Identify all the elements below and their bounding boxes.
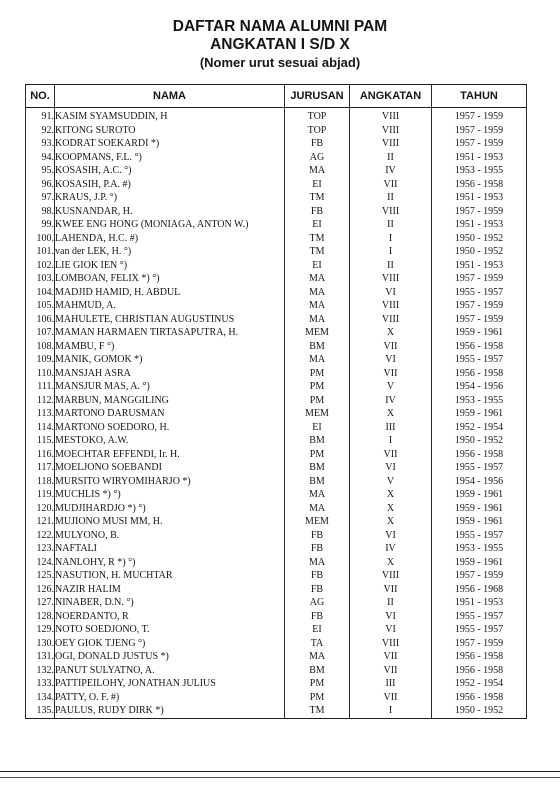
cell-no: 124. (26, 556, 55, 570)
cell-nama: NAFTALI (55, 542, 285, 556)
cell-jurusan: MA (285, 488, 350, 502)
document-subtitle: (Nomer urut sesuai abjad) (199, 55, 361, 70)
cell-jurusan: FB (285, 542, 350, 556)
cell-tahun: 1957 - 1959 (432, 637, 527, 651)
cell-nama: NAZIR HALIM (55, 583, 285, 597)
cell-tahun: 1955 - 1957 (432, 610, 527, 624)
cell-angkatan: VII (350, 583, 432, 597)
cell-nama: KWEE ENG HONG (MONIAGA, ANTON W.) (55, 218, 285, 232)
cell-angkatan: VI (350, 461, 432, 475)
cell-tahun: 1952 - 1954 (432, 421, 527, 435)
cell-nama: van der LEK, H. °) (55, 245, 285, 259)
cell-tahun: 1951 - 1953 (432, 218, 527, 232)
table-row (26, 137, 527, 151)
cell-angkatan: I (350, 245, 432, 259)
cell-no: 121. (26, 515, 55, 529)
cell-nama: OEY GIOK TJENG °) (55, 637, 285, 651)
cell-tahun: 1959 - 1961 (432, 326, 527, 340)
cell-jurusan: MA (285, 353, 350, 367)
table-row (26, 218, 527, 232)
cell-angkatan: X (350, 515, 432, 529)
cell-tahun: 1950 - 1952 (432, 232, 527, 246)
table-row (26, 191, 527, 205)
cell-nama: MARTONO DARUSMAN (55, 407, 285, 421)
cell-jurusan: MA (285, 164, 350, 178)
cell-no: 100. (26, 232, 55, 246)
cell-tahun: 1956 - 1958 (432, 367, 527, 381)
cell-nama: MESTOKO, A.W. (55, 434, 285, 448)
cell-angkatan: X (350, 407, 432, 421)
cell-nama: MAMBU, F °) (55, 340, 285, 354)
document-title: DAFTAR NAMA ALUMNI PAM (172, 18, 388, 35)
table-row (26, 448, 527, 462)
cell-angkatan: VI (350, 286, 432, 300)
cell-angkatan: VIII (350, 299, 432, 313)
cell-angkatan: VI (350, 353, 432, 367)
cell-no: 112. (26, 394, 55, 408)
cell-angkatan: X (350, 488, 432, 502)
table-row (26, 637, 527, 651)
cell-jurusan: EI (285, 421, 350, 435)
cell-nama: KRAUS, J.P. °) (55, 191, 285, 205)
cell-tahun: 1950 - 1952 (432, 245, 527, 259)
cell-angkatan: II (350, 151, 432, 165)
cell-no: 128. (26, 610, 55, 624)
cell-nama: MARTONO SOEDORO, H. (55, 421, 285, 435)
cell-no: 104. (26, 286, 55, 300)
table-row (26, 502, 527, 516)
cell-no: 119. (26, 488, 55, 502)
table-row (26, 108, 527, 124)
cell-jurusan: FB (285, 137, 350, 151)
table-row (26, 704, 527, 718)
cell-no: 111. (26, 380, 55, 394)
cell-nama: MUDJIHARDJO *) °) (55, 502, 285, 516)
cell-angkatan: VIII (350, 205, 432, 219)
cell-jurusan: FB (285, 529, 350, 543)
cell-nama: PAULUS, RUDY DIRK *) (55, 704, 285, 718)
cell-no: 115. (26, 434, 55, 448)
cell-jurusan: MA (285, 286, 350, 300)
footer-rule-thin (0, 777, 560, 778)
cell-angkatan: VI (350, 610, 432, 624)
cell-angkatan: II (350, 259, 432, 273)
cell-no: 113. (26, 407, 55, 421)
cell-no: 116. (26, 448, 55, 462)
cell-angkatan: III (350, 421, 432, 435)
column-header-nama: NAMA (55, 85, 285, 108)
cell-tahun: 1957 - 1959 (432, 272, 527, 286)
cell-jurusan: MA (285, 299, 350, 313)
cell-angkatan: VIII (350, 313, 432, 327)
cell-nama: MAHMUD, A. (55, 299, 285, 313)
cell-no: 105. (26, 299, 55, 313)
table-row (26, 205, 527, 219)
cell-no: 133. (26, 677, 55, 691)
cell-no: 92. (26, 124, 55, 138)
cell-jurusan: FB (285, 583, 350, 597)
cell-tahun: 1957 - 1959 (432, 124, 527, 138)
cell-jurusan: BM (285, 340, 350, 354)
cell-no: 114. (26, 421, 55, 435)
cell-tahun: 1957 - 1959 (432, 569, 527, 583)
cell-nama: MAHULETE, CHRISTIAN AUGUSTINUS (55, 313, 285, 327)
cell-no: 110. (26, 367, 55, 381)
cell-no: 103. (26, 272, 55, 286)
cell-nama: KOSASIH, A.C. °) (55, 164, 285, 178)
cell-no: 129. (26, 623, 55, 637)
cell-no: 122. (26, 529, 55, 543)
cell-tahun: 1957 - 1959 (432, 299, 527, 313)
cell-tahun: 1950 - 1952 (432, 434, 527, 448)
cell-tahun: 1953 - 1955 (432, 542, 527, 556)
cell-tahun: 1956 - 1958 (432, 448, 527, 462)
cell-angkatan: VIII (350, 124, 432, 138)
cell-angkatan: X (350, 502, 432, 516)
cell-nama: MULYONO, B. (55, 529, 285, 543)
cell-angkatan: VII (350, 664, 432, 678)
cell-jurusan: TOP (285, 124, 350, 138)
cell-no: 135. (26, 704, 55, 718)
cell-jurusan: AG (285, 151, 350, 165)
table-row (26, 623, 527, 637)
column-header-tahun: TAHUN (432, 85, 527, 108)
cell-no: 109. (26, 353, 55, 367)
cell-no: 123. (26, 542, 55, 556)
cell-jurusan: BM (285, 475, 350, 489)
cell-nama: KOOPMANS, F.L. °) (55, 151, 285, 165)
cell-tahun: 1955 - 1957 (432, 353, 527, 367)
cell-no: 118. (26, 475, 55, 489)
cell-nama: PATTY, O. F. #) (55, 691, 285, 705)
cell-angkatan: II (350, 596, 432, 610)
cell-tahun: 1956 - 1958 (432, 691, 527, 705)
table-row (26, 529, 527, 543)
cell-jurusan: PM (285, 448, 350, 462)
cell-nama: LOMBOAN, FELIX *) °) (55, 272, 285, 286)
cell-nama: OGI, DONALD JUSTUS *) (55, 650, 285, 664)
cell-tahun: 1955 - 1957 (432, 623, 527, 637)
cell-angkatan: VIII (350, 272, 432, 286)
table-row (26, 299, 527, 313)
cell-no: 101. (26, 245, 55, 259)
cell-tahun: 1957 - 1959 (432, 137, 527, 151)
table-row (26, 313, 527, 327)
cell-angkatan: VII (350, 448, 432, 462)
cell-no: 134. (26, 691, 55, 705)
cell-nama: NANLOHY, R *) °) (55, 556, 285, 570)
table-row (26, 650, 527, 664)
column-header-angkatan: ANGKATAN (350, 85, 432, 108)
table-row (26, 610, 527, 624)
cell-angkatan: IV (350, 542, 432, 556)
cell-jurusan: MA (285, 556, 350, 570)
cell-angkatan: VII (350, 691, 432, 705)
cell-nama: KODRAT SOEKARDI *) (55, 137, 285, 151)
cell-jurusan: TM (285, 245, 350, 259)
cell-tahun: 1952 - 1954 (432, 677, 527, 691)
table-body (26, 108, 527, 719)
cell-tahun: 1951 - 1953 (432, 191, 527, 205)
cell-tahun: 1957 - 1959 (432, 108, 527, 124)
cell-nama: MOELJONO SOEBANDI (55, 461, 285, 475)
cell-angkatan: VIII (350, 637, 432, 651)
cell-jurusan: EI (285, 178, 350, 192)
table-header-row (26, 85, 527, 108)
cell-jurusan: EI (285, 218, 350, 232)
cell-angkatan: I (350, 232, 432, 246)
table-row (26, 475, 527, 489)
cell-no: 125. (26, 569, 55, 583)
cell-jurusan: PM (285, 691, 350, 705)
cell-tahun: 1956 - 1958 (432, 664, 527, 678)
cell-tahun: 1951 - 1953 (432, 259, 527, 273)
cell-angkatan: I (350, 434, 432, 448)
cell-jurusan: BM (285, 434, 350, 448)
cell-no: 94. (26, 151, 55, 165)
table-row (26, 245, 527, 259)
cell-angkatan: VI (350, 623, 432, 637)
cell-nama: MOECHTAR EFFENDI, Ir. H. (55, 448, 285, 462)
table-row (26, 569, 527, 583)
cell-angkatan: VII (350, 178, 432, 192)
cell-jurusan: MA (285, 272, 350, 286)
cell-angkatan: VIII (350, 137, 432, 151)
cell-jurusan: TM (285, 704, 350, 718)
cell-nama: KITONG SUROTO (55, 124, 285, 138)
cell-tahun: 1951 - 1953 (432, 151, 527, 165)
cell-nama: NOERDANTO, R (55, 610, 285, 624)
document-title-line2: ANGKATAN I S/D X (210, 36, 350, 53)
table-row (26, 461, 527, 475)
table-row (26, 232, 527, 246)
table-row (26, 151, 527, 165)
cell-no: 102. (26, 259, 55, 273)
document-heading (0, 18, 560, 72)
cell-angkatan: VII (350, 650, 432, 664)
cell-no: 98. (26, 205, 55, 219)
cell-no: 108. (26, 340, 55, 354)
cell-no: 95. (26, 164, 55, 178)
cell-tahun: 1953 - 1955 (432, 164, 527, 178)
cell-tahun: 1959 - 1961 (432, 502, 527, 516)
cell-tahun: 1955 - 1957 (432, 461, 527, 475)
footer-rule (0, 771, 560, 772)
cell-jurusan: TM (285, 191, 350, 205)
cell-angkatan: IV (350, 394, 432, 408)
cell-tahun: 1950 - 1952 (432, 704, 527, 718)
cell-nama: MANSJUR MAS, A. °) (55, 380, 285, 394)
cell-angkatan: VII (350, 367, 432, 381)
cell-angkatan: II (350, 218, 432, 232)
table-row (26, 340, 527, 354)
cell-nama: MAMAN HARMAEN TIRTASAPUTRA, H. (55, 326, 285, 340)
cell-jurusan: TA (285, 637, 350, 651)
cell-nama: PATTIPEILOHY, JONATHAN JULIUS (55, 677, 285, 691)
column-header-no: NO. (26, 85, 55, 108)
cell-nama: MUCHLIS *) °) (55, 488, 285, 502)
cell-angkatan: V (350, 475, 432, 489)
table-row (26, 596, 527, 610)
column-header-jurusan: JURUSAN (285, 85, 350, 108)
cell-tahun: 1956 - 1958 (432, 178, 527, 192)
table-row (26, 286, 527, 300)
table-row (26, 380, 527, 394)
cell-jurusan: MEM (285, 407, 350, 421)
cell-tahun: 1957 - 1959 (432, 313, 527, 327)
cell-no: 120. (26, 502, 55, 516)
cell-tahun: 1953 - 1955 (432, 394, 527, 408)
cell-nama: PANUT SULYATNO, A. (55, 664, 285, 678)
cell-angkatan: V (350, 380, 432, 394)
cell-jurusan: MA (285, 502, 350, 516)
cell-no: 93. (26, 137, 55, 151)
cell-jurusan: PM (285, 677, 350, 691)
cell-no: 117. (26, 461, 55, 475)
table-row (26, 664, 527, 678)
cell-angkatan: I (350, 704, 432, 718)
cell-tahun: 1959 - 1961 (432, 488, 527, 502)
cell-nama: MUJIONO MUSI MM, H. (55, 515, 285, 529)
alumni-table (25, 84, 527, 719)
cell-angkatan: VIII (350, 108, 432, 124)
cell-angkatan: VI (350, 529, 432, 543)
cell-tahun: 1955 - 1957 (432, 529, 527, 543)
table-row (26, 421, 527, 435)
table-row (26, 677, 527, 691)
cell-angkatan: IV (350, 164, 432, 178)
cell-jurusan: TM (285, 232, 350, 246)
cell-jurusan: AG (285, 596, 350, 610)
cell-nama: LIE GIOK IEN °) (55, 259, 285, 273)
cell-jurusan: BM (285, 461, 350, 475)
cell-jurusan: FB (285, 569, 350, 583)
cell-no: 131. (26, 650, 55, 664)
cell-tahun: 1954 - 1956 (432, 475, 527, 489)
cell-angkatan: X (350, 326, 432, 340)
cell-nama: MARBUN, MANGGILING (55, 394, 285, 408)
table-row (26, 326, 527, 340)
cell-jurusan: EI (285, 259, 350, 273)
cell-angkatan: III (350, 677, 432, 691)
cell-jurusan: MA (285, 650, 350, 664)
cell-jurusan: FB (285, 610, 350, 624)
table-row (26, 407, 527, 421)
table-row (26, 178, 527, 192)
cell-tahun: 1956 - 1958 (432, 650, 527, 664)
cell-tahun: 1954 - 1956 (432, 380, 527, 394)
table-row (26, 691, 527, 705)
cell-jurusan: PM (285, 367, 350, 381)
cell-no: 132. (26, 664, 55, 678)
cell-no: 97. (26, 191, 55, 205)
table-row (26, 367, 527, 381)
cell-nama: MADJID HAMID, H. ABDUL (55, 286, 285, 300)
table-row (26, 583, 527, 597)
cell-tahun: 1957 - 1959 (432, 205, 527, 219)
cell-no: 107. (26, 326, 55, 340)
cell-tahun: 1959 - 1961 (432, 515, 527, 529)
cell-jurusan: PM (285, 394, 350, 408)
cell-no: 127. (26, 596, 55, 610)
table-row (26, 488, 527, 502)
cell-no: 126. (26, 583, 55, 597)
cell-nama: LAHENDA, H.C. #) (55, 232, 285, 246)
table-row (26, 434, 527, 448)
cell-jurusan: EI (285, 623, 350, 637)
cell-jurusan: MEM (285, 326, 350, 340)
cell-jurusan: TOP (285, 108, 350, 124)
cell-no: 130. (26, 637, 55, 651)
table-row (26, 353, 527, 367)
table-row (26, 272, 527, 286)
cell-nama: NINABER, D.N. °) (55, 596, 285, 610)
cell-angkatan: VII (350, 340, 432, 354)
cell-tahun: 1956 - 1958 (432, 340, 527, 354)
cell-no: 106. (26, 313, 55, 327)
table-row (26, 556, 527, 570)
cell-jurusan: MEM (285, 515, 350, 529)
cell-tahun: 1956 - 1968 (432, 583, 527, 597)
table-row (26, 394, 527, 408)
cell-no: 91. (26, 108, 55, 124)
cell-nama: NASUTION, H. MUCHTAR (55, 569, 285, 583)
cell-nama: MANIK, GOMOK *) (55, 353, 285, 367)
cell-nama: KOSASIH, P.A. #) (55, 178, 285, 192)
table-row (26, 515, 527, 529)
cell-angkatan: X (350, 556, 432, 570)
cell-angkatan: VIII (350, 569, 432, 583)
table-row (26, 259, 527, 273)
cell-tahun: 1951 - 1953 (432, 596, 527, 610)
table-row (26, 542, 527, 556)
cell-jurusan: BM (285, 664, 350, 678)
cell-nama: MANSJAH ASRA (55, 367, 285, 381)
table-row (26, 164, 527, 178)
table-row (26, 124, 527, 138)
cell-no: 99. (26, 218, 55, 232)
cell-jurusan: MA (285, 313, 350, 327)
cell-nama: NOTO SOEDJONO, T. (55, 623, 285, 637)
cell-tahun: 1959 - 1961 (432, 556, 527, 570)
cell-nama: KUSNANDAR, H. (55, 205, 285, 219)
cell-jurusan: FB (285, 205, 350, 219)
cell-tahun: 1955 - 1957 (432, 286, 527, 300)
cell-tahun: 1959 - 1961 (432, 407, 527, 421)
cell-jurusan: PM (285, 380, 350, 394)
cell-nama: KASIM SYAMSUDDIN, H (55, 108, 285, 124)
cell-nama: MURSITO WIRYOMIHARJO *) (55, 475, 285, 489)
cell-angkatan: II (350, 191, 432, 205)
cell-no: 96. (26, 178, 55, 192)
